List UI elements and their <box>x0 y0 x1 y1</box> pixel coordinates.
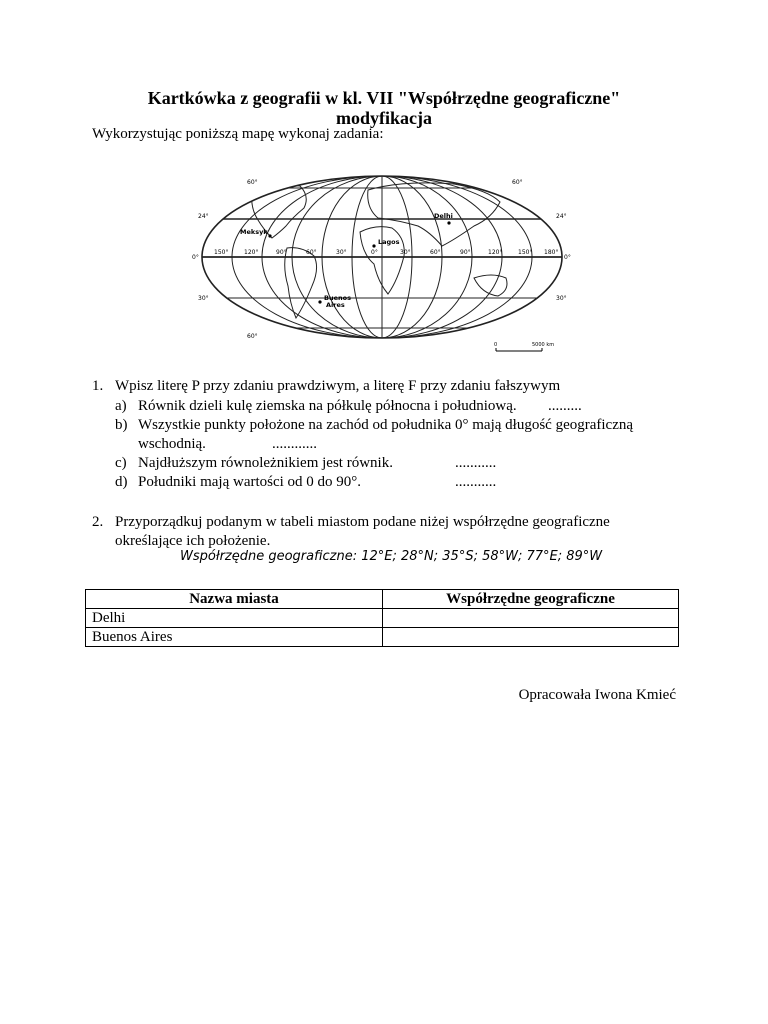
city-meksyk: Meksyk <box>240 228 268 236</box>
city-cell: Delhi <box>86 609 383 628</box>
item-letter: d) <box>115 474 128 490</box>
coordinates-cell[interactable] <box>383 628 679 647</box>
intro-text: Wykorzystując poniższą mapę wykonaj zadania: <box>92 126 384 142</box>
lon-label: 90° <box>276 249 287 256</box>
item-text: wschodnią. <box>138 436 206 452</box>
coordinates-list: Współrzędne geograficzne: 12°E; 28°N; 35°S; 58°W; 77°E; 89°W <box>180 549 603 564</box>
item-text: Południki mają wartości od 0 do 90°. <box>138 474 362 490</box>
table-row <box>86 609 679 628</box>
item-text: Równik dzieli kulę ziemska na półkulę północna i południową. <box>138 398 517 414</box>
city-aires: Aires <box>326 301 345 309</box>
task1-number: 1. <box>92 378 104 394</box>
item-text: Najdłuższym równoleżnikiem jest równik. <box>138 455 393 471</box>
item-letter: a) <box>115 398 127 414</box>
city-cell: Buenos Aires <box>86 628 383 647</box>
answer-dots[interactable]: ............ <box>272 436 317 452</box>
scale-label: 5000 km <box>532 342 555 348</box>
lat-label: 30° <box>198 295 209 302</box>
lat-label: 30° <box>556 295 567 302</box>
lat-label: 60° <box>512 179 523 186</box>
scale-zero: 0 <box>494 342 498 348</box>
task2-number: 2. <box>92 514 104 530</box>
task2-text-line2: określające ich położenie. <box>115 533 271 549</box>
header-coordinates: Współrzędne geograficzne <box>383 590 679 609</box>
cities-table <box>85 589 679 647</box>
header-city-name: Nazwa miasta <box>86 590 383 609</box>
lon-label: 120° <box>244 249 259 256</box>
lon-label: 30° <box>400 249 411 256</box>
page-subtitle: modyfikacja <box>336 108 432 128</box>
item-letter: b) <box>115 417 128 433</box>
city-lagos: Lagos <box>378 238 400 246</box>
item-letter: c) <box>115 455 127 471</box>
lat-label: 0° <box>192 254 199 261</box>
task2-text-line1: Przyporządkuj podanym w tabeli miastom podane niżej współrzędne geograficzne <box>115 514 610 530</box>
lon-label: 60° <box>306 249 317 256</box>
lon-label: 180° <box>544 249 559 256</box>
lat-label: 60° <box>247 179 258 186</box>
world-map <box>192 168 572 358</box>
lon-label: 150° <box>518 249 533 256</box>
city-delhi: Delhi <box>434 212 453 220</box>
answer-dots[interactable]: ........... <box>455 455 497 471</box>
lat-label: 0° <box>564 254 571 261</box>
table-header-row <box>86 590 679 609</box>
lon-label: 150° <box>214 249 229 256</box>
task2-line2 <box>115 532 270 550</box>
lon-label: 60° <box>430 249 441 256</box>
answer-dots[interactable]: ........... <box>455 474 497 490</box>
lat-label: 24° <box>198 213 209 220</box>
scale-bar <box>496 348 542 351</box>
lon-label: 30° <box>336 249 347 256</box>
task1-text: Wpisz literę P przy zdaniu prawdziwym, a literę F przy zdaniu fałszywym <box>115 378 561 394</box>
author-credit: Opracowała Iwona Kmieć <box>518 687 676 703</box>
lon-label: 90° <box>460 249 471 256</box>
page-title: Kartkówka z geografii w kl. VII "Współrzędne geograficzne" <box>147 88 621 108</box>
lat-label: 60° <box>247 333 258 340</box>
answer-dots[interactable]: ......... <box>548 398 582 414</box>
lon-label: 0° <box>371 249 378 256</box>
lat-label: 24° <box>556 213 567 220</box>
lon-label: 120° <box>488 249 503 256</box>
table-row <box>86 628 679 647</box>
coordinates-cell[interactable] <box>383 609 679 628</box>
item-text: Wszystkie punkty położone na zachód od południka 0° mają długość geograficzną <box>138 417 634 433</box>
city-buenos: Buenos <box>324 294 351 302</box>
